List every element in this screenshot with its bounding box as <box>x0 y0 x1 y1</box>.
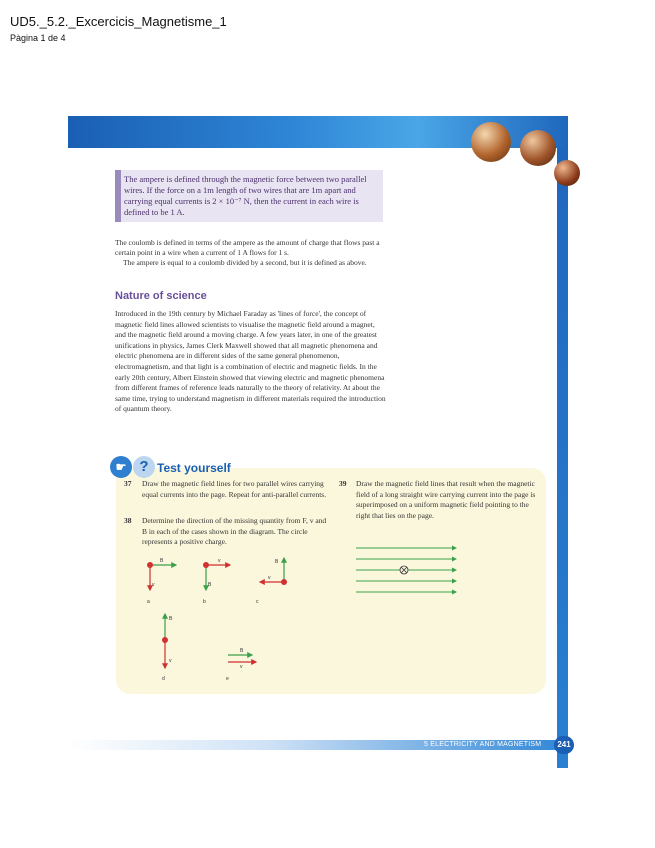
diagram-a <box>147 558 176 605</box>
nature-of-science-heading: Nature of science <box>115 290 207 302</box>
question-37-number: 37 <box>124 479 132 488</box>
coulomb-paragraph: The coulomb is defined in terms of the ampere as the amount of charge that flows past a certain point in a wire when a current of 1 A flows for 1 s. <box>115 238 380 257</box>
label-v: v <box>240 664 243 670</box>
label-a: a <box>147 599 150 605</box>
label-e: e <box>226 676 229 682</box>
nature-of-science-text: Introduced in the 19th century by Michael Faraday as 'lines of force', the concept of magnetic field lines allowed scientists to visualise the magnetic field around a magnet, and the magnetic field around a moving charge. A few years later, in one of the greatest unifications in physics, James Clerk Maxwell showed that all magnetic phenomena and electric phenomena are in different sides of the same general phenomenon, electromagnetism, and that light is a combination of electric and magnetic fields. In the early 20th century, Albert Einstein showed that viewing electric and magnetic phenomena from different frames of reference leads naturally to the theory of relativity. At about the same time, trying to understand magnetism in different materials required the introduction of quantum theory. <box>115 309 386 414</box>
diagram-e <box>226 648 256 682</box>
document-title: UD5._5.2._Excercicis_Magnetisme_1 <box>10 14 227 29</box>
hand-icon: ☛ <box>110 456 132 478</box>
label-b: b <box>203 599 206 605</box>
book-page-number: 241 <box>554 736 574 754</box>
label-B: B <box>160 558 164 564</box>
test-yourself-heading: Test yourself <box>157 461 231 475</box>
question-39-text: Draw the magnetic field lines that result when the magnetic field of a long straight wire carrying current into the page is superimposed on a uniform magnetic field pointing to the right that lies on the page. <box>356 479 536 520</box>
label-v: v <box>152 582 155 588</box>
question-38-text: Determine the direction of the missing quantity from F, v and B in each of the cases shown in the diagram. The circle represents a positive charge. <box>142 516 327 547</box>
ampere-paragraph: The ampere is equal to a coulomb divided by a second, but it is defined as above. <box>123 258 367 267</box>
diagram-d <box>162 614 173 682</box>
diagram-c <box>256 558 287 605</box>
label-v: v <box>268 575 271 581</box>
question-37-text: Draw the magnetic field lines for two parallel wires carrying equal currents into the page. Repeat for anti-parallel currents. <box>142 479 327 499</box>
label-B: B <box>169 616 173 622</box>
question-icon: ? <box>133 456 155 478</box>
key-definition-text: The ampere is defined through the magnetic force between two parallel wires. If the force on a 1m length of two wires that are 1m apart and carrying equal currents is 2 × 10⁻⁷ N, then the current in each wire is defined to be 1 A. <box>124 174 367 217</box>
label-v: v <box>169 658 172 664</box>
question-39-number: 39 <box>339 479 347 488</box>
page-indicator: Pàgina 1 de 4 <box>10 33 66 43</box>
label-B: B <box>208 582 212 588</box>
diagram-39-field <box>356 548 456 592</box>
label-B: B <box>275 559 279 565</box>
label-d: d <box>162 676 165 682</box>
label-c: c <box>256 599 259 605</box>
question-38-number: 38 <box>124 516 132 525</box>
label-B: B <box>240 648 244 654</box>
chapter-label: 5 ELECTRICITY AND MAGNETISM <box>424 741 542 748</box>
label-v: v <box>218 558 221 564</box>
diagram-b <box>203 558 230 605</box>
